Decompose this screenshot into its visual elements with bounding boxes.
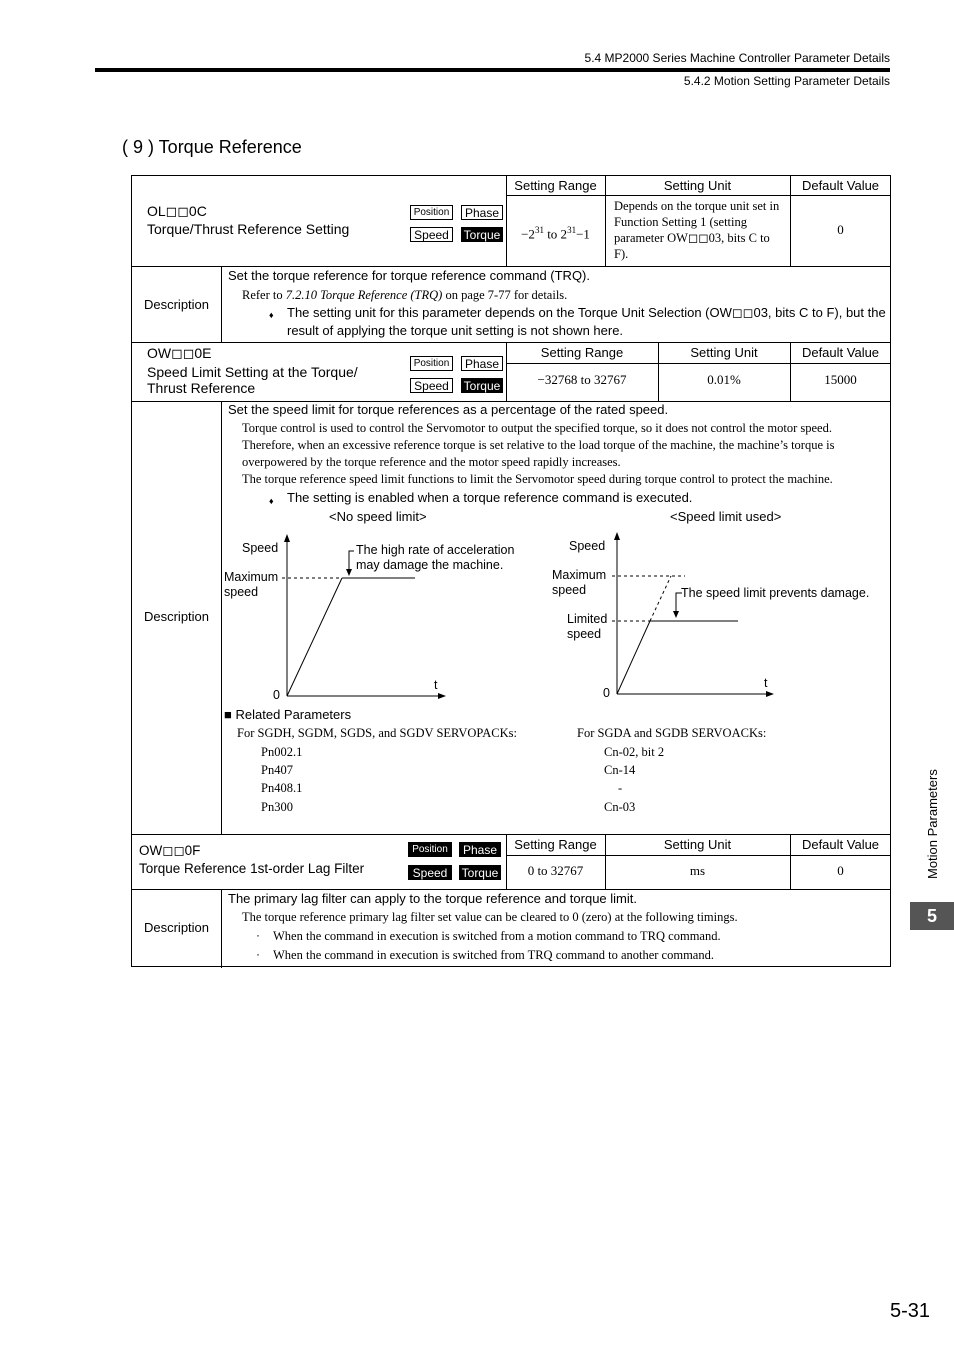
graph-right-max2: speed [552,583,587,597]
p2-range-header: Setting Range [540,345,624,360]
p3-badge-torque: Torque [459,865,501,880]
header-subsection: 5.4.2 Motion Setting Parameter Details [683,74,890,88]
graph-left-max1: Maximum [224,570,279,584]
p3-desc-item-1: When the command in execution is switched from TRQ command to another command. [273,948,714,962]
graph-left-note2: may damage the machine. [356,558,504,572]
graph-left-origin: 0 [273,688,280,702]
p2-desc-para1: Torque control is used to control the Servomotor to output the specified torque, so it does not control the motor speed. Therefore, when an excessive reference torque is set relative to the load torque of the machine, the machine’s torque is overpowered by the torque reference and the motor speed rapidly increases. [242,421,835,469]
graph-left-caption: <No speed limit> [329,509,427,524]
p1-desc-bullet: The setting unit for this parameter depends on the Torque Unit Selection (OW◻◻03, bits C to F), but the result of applying the torque unit setting is not shown here. [287,305,886,338]
p3-badge-phase: Phase [459,842,501,857]
p3-unit-header: Setting Unit [663,837,732,852]
p2-default-header: Default Value [801,345,880,360]
graph-right [612,532,774,697]
related-left-1: Pn407 [261,763,293,777]
p1-badge-phase: Phase [461,205,503,220]
p2-desc-bullet: The setting is enabled when a torque reference command is executed. [287,490,693,505]
side-vertical-label: Motion Parameters [925,769,940,879]
p2-name-line1: Speed Limit Setting at the Torque/ [147,364,358,380]
p2-desc-label: Description [143,609,210,624]
section-title: ( 9 ) Torque Reference [122,137,302,157]
graph-left-ylabel: Speed [242,541,279,555]
square-bullet-icon: ■ [224,707,232,722]
p1-range-value: $-2^{31}$ to $2^{31}-1$ [521,225,590,242]
p2-badge-phase: Phase [461,356,503,371]
chapter-tab: 5 [910,902,954,930]
p3-desc-main: The primary lag filter can apply to the torque reference and torque limit. [228,891,637,906]
related-right-header: For SGDA and SGDB SERVOACKs: [577,726,767,740]
graph-right-lim2: speed [567,627,602,641]
graph-right-ylabel: Speed [569,539,606,553]
related-right-3: Cn-03 [604,800,636,814]
header-rule [95,68,890,72]
related-params-title: ■ Related Parameters [224,707,352,722]
p1-desc-label: Description [143,297,210,312]
graph-right-caption: <Speed limit used> [670,509,782,524]
p1-badge-speed: Speed [410,227,453,242]
graph-right-lim1: Limited [567,612,608,626]
related-left-header: For SGDH, SGDM, SGDS, and SGDV SERVOPACKs: [237,726,517,740]
graph-right-max1: Maximum [552,568,607,582]
related-left-3: Pn300 [261,800,293,814]
p1-unit-header: Setting Unit [663,178,732,193]
p3-default-value: 0 [837,863,844,878]
p3-badge-position: Position [408,842,452,857]
p1-badge-position: Position [410,205,453,220]
p2-unit-header: Setting Unit [690,345,758,360]
p2-badge-speed: Speed [410,378,453,393]
p2-range-value: −32768 to 32767 [537,372,627,387]
p2-register: OW◻◻0E [147,345,212,361]
p2-name-line2: Thrust Reference [147,380,256,396]
related-right-2: - [618,781,623,795]
p3-default-header: Default Value [801,837,880,852]
p3-desc-label: Description [143,920,210,935]
p3-desc-para: The torque reference primary lag filter set value can be cleared to 0 (zero) at the following timings. [242,910,738,924]
p2-badge-position: Position [410,356,453,371]
p3-name: Torque Reference 1st-order Lag Filter [139,861,365,876]
bullet-icon: ♦ [269,310,274,320]
p3-unit-value: ms [689,863,706,878]
parameter-table [131,175,891,967]
p1-badge-torque: Torque [461,227,503,242]
graph-right-origin: 0 [603,686,610,700]
header-section: 5.4 MP2000 Series Machine Controller Parameter Details [584,51,890,65]
p1-default-header: Default Value [801,178,880,193]
graph-left-note1: The high rate of acceleration [356,543,515,557]
page-number: 5-31 [889,1300,930,1322]
graph-left-max2: speed [224,585,259,599]
related-right-0: Cn-02, bit 2 [604,745,665,759]
related-right-1: Cn-14 [604,763,636,777]
p3-desc-item-0: When the command in execution is switched from a motion command to TRQ command. [273,929,721,943]
bullet-icon: ♦ [269,496,274,506]
p1-range-header: Setting Range [514,178,597,193]
p1-register: OL◻◻0C [147,203,207,219]
p1-default-value: 0 [837,222,844,237]
p3-register: OW◻◻0F [139,843,201,858]
p3-range-value: 0 to 32767 [527,863,584,878]
p2-desc-main: Set the speed limit for torque references as a percentage of the rated speed. [228,402,669,417]
p1-desc-main: Set the torque reference for torque reference command (TRQ). [228,268,591,283]
p1-unit-value: Depends on the torque unit set in Function Setting 1 (setting parameter OW◻◻03, bits C to F). [614,199,780,261]
p2-badge-torque: Torque [461,378,503,393]
p2-desc-para2: The torque reference speed limit functions to limit the Servomotor speed during torque control to protect the machine. [242,472,833,486]
graph-right-note: The speed limit prevents damage. [681,586,870,600]
p3-range-header: Setting Range [514,837,597,852]
p3-badge-speed: Speed [408,865,452,880]
dot-bullet-icon: · [256,928,260,942]
p1-desc-ref: Refer to 7.2.10 Torque Reference (TRQ) on page 7-77 for details. [242,288,568,302]
graph-right-xlabel: t [764,676,768,690]
related-left-2: Pn408.1 [261,781,303,795]
p2-unit-value: 0.01% [707,372,741,387]
graph-left-xlabel: t [434,678,438,692]
related-left-0: Pn002.1 [261,745,303,759]
dot-bullet-icon: · [256,947,260,961]
p2-default-value: 15000 [824,372,857,387]
p1-name: Torque/Thrust Reference Setting [147,221,350,237]
